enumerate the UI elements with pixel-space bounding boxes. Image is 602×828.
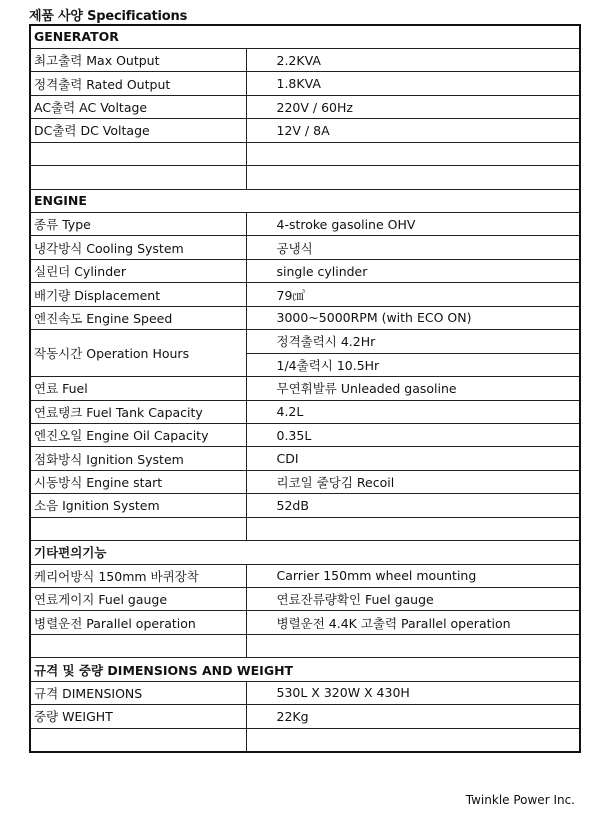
spec-label: 병렬운전 Parallel operation <box>30 611 246 634</box>
table-row <box>30 259 580 282</box>
spec-label: 점화방식 Ignition System <box>30 447 246 470</box>
section-header-row <box>30 25 580 48</box>
section-header-dimensions: 규격 및 중량 DIMENSIONS AND WEIGHT <box>30 658 580 681</box>
spec-label: 연료게이지 Fuel gauge <box>30 588 246 611</box>
spec-value <box>246 166 580 189</box>
spec-label: DC출력 DC Voltage <box>30 119 246 142</box>
table-row <box>30 447 580 470</box>
spec-value: 공냉식 <box>246 236 580 259</box>
spec-label: 연료 Fuel <box>30 377 246 400</box>
table-row <box>30 611 580 634</box>
table-row <box>30 470 580 493</box>
spec-value <box>246 142 580 165</box>
section-header-convenience: 기타편의기능 <box>30 541 580 564</box>
spec-value: 연료잔류량확인 Fuel gauge <box>246 588 580 611</box>
spec-label: 최고출력 Max Output <box>30 48 246 71</box>
spec-value: 0.35L <box>246 423 580 446</box>
spec-label <box>30 634 246 657</box>
spec-label: 배기량 Displacement <box>30 283 246 306</box>
section-header-engine: ENGINE <box>30 189 580 212</box>
spec-label: 실린더 Cylinder <box>30 259 246 282</box>
table-row <box>30 377 580 400</box>
spec-value: CDI <box>246 447 580 470</box>
table-row <box>30 95 580 118</box>
spec-label: 규격 DIMENSIONS <box>30 681 246 704</box>
spec-value: 1.8KVA <box>246 72 580 95</box>
spec-label: 냉각방식 Cooling System <box>30 236 246 259</box>
spec-label: 정격출력 Rated Output <box>30 72 246 95</box>
table-row <box>30 72 580 95</box>
spec-value <box>246 728 580 751</box>
spec-value: Carrier 150mm wheel mounting <box>246 564 580 587</box>
spec-label: 케리어방식 150mm 바퀴장착 <box>30 564 246 587</box>
spec-value: 52dB <box>246 494 580 517</box>
empty-row <box>30 634 580 657</box>
spec-value <box>246 634 580 657</box>
empty-row <box>30 142 580 165</box>
spec-value: 병렬운전 4.4K 고출력 Parallel operation <box>246 611 580 634</box>
spec-label: 중량 WEIGHT <box>30 705 246 728</box>
spec-label: 엔진오일 Engine Oil Capacity <box>30 423 246 446</box>
table-row <box>30 330 580 353</box>
section-header-row <box>30 541 580 564</box>
empty-row <box>30 517 580 540</box>
spec-label: AC출력 AC Voltage <box>30 95 246 118</box>
spec-label <box>30 166 246 189</box>
page-title: 제품 사양 Specifications <box>29 9 188 24</box>
spec-value: 3000~5000RPM (with ECO ON) <box>246 306 580 329</box>
table-row <box>30 213 580 236</box>
table-row <box>30 681 580 704</box>
spec-value: 정격출력시 4.2Hr <box>246 330 580 353</box>
spec-label: 엔진속도 Engine Speed <box>30 306 246 329</box>
spec-value: 4-stroke gasoline OHV <box>246 213 580 236</box>
spec-value: 220V / 60Hz <box>246 95 580 118</box>
table-row <box>30 705 580 728</box>
spec-value: 22Kg <box>246 705 580 728</box>
section-header-row <box>30 189 580 212</box>
spec-value: 530L X 320W X 430H <box>246 681 580 704</box>
section-header-row <box>30 658 580 681</box>
spec-label: 소음 Ignition System <box>30 494 246 517</box>
spec-value: 79㎤ <box>246 283 580 306</box>
spec-label: 시동방식 Engine start <box>30 470 246 493</box>
spec-label <box>30 142 246 165</box>
spec-label: 종류 Type <box>30 213 246 236</box>
spec-value: 무연휘발류 Unleaded gasoline <box>246 377 580 400</box>
spec-value: 1/4출력시 10.5Hr <box>246 353 580 376</box>
table-row <box>30 306 580 329</box>
spec-value: 2.2KVA <box>246 48 580 71</box>
empty-row <box>30 166 580 189</box>
spec-value: 12V / 8A <box>246 119 580 142</box>
table-row <box>30 236 580 259</box>
section-header-generator: GENERATOR <box>30 25 580 48</box>
table-row <box>30 588 580 611</box>
specifications-table <box>29 24 581 753</box>
table-row <box>30 119 580 142</box>
company-name: Twinkle Power Inc. <box>465 793 575 807</box>
empty-row <box>30 728 580 751</box>
table-row <box>30 494 580 517</box>
table-row <box>30 283 580 306</box>
table-row <box>30 423 580 446</box>
spec-value: single cylinder <box>246 259 580 282</box>
spec-label <box>30 728 246 751</box>
spec-value: 4.2L <box>246 400 580 423</box>
spec-value: 리코일 줄당김 Recoil <box>246 470 580 493</box>
spec-label: 작동시간 Operation Hours <box>30 330 246 377</box>
spec-label: 연료탱크 Fuel Tank Capacity <box>30 400 246 423</box>
table-row <box>30 48 580 71</box>
table-row <box>30 400 580 423</box>
spec-value <box>246 517 580 540</box>
table-row <box>30 564 580 587</box>
spec-label <box>30 517 246 540</box>
